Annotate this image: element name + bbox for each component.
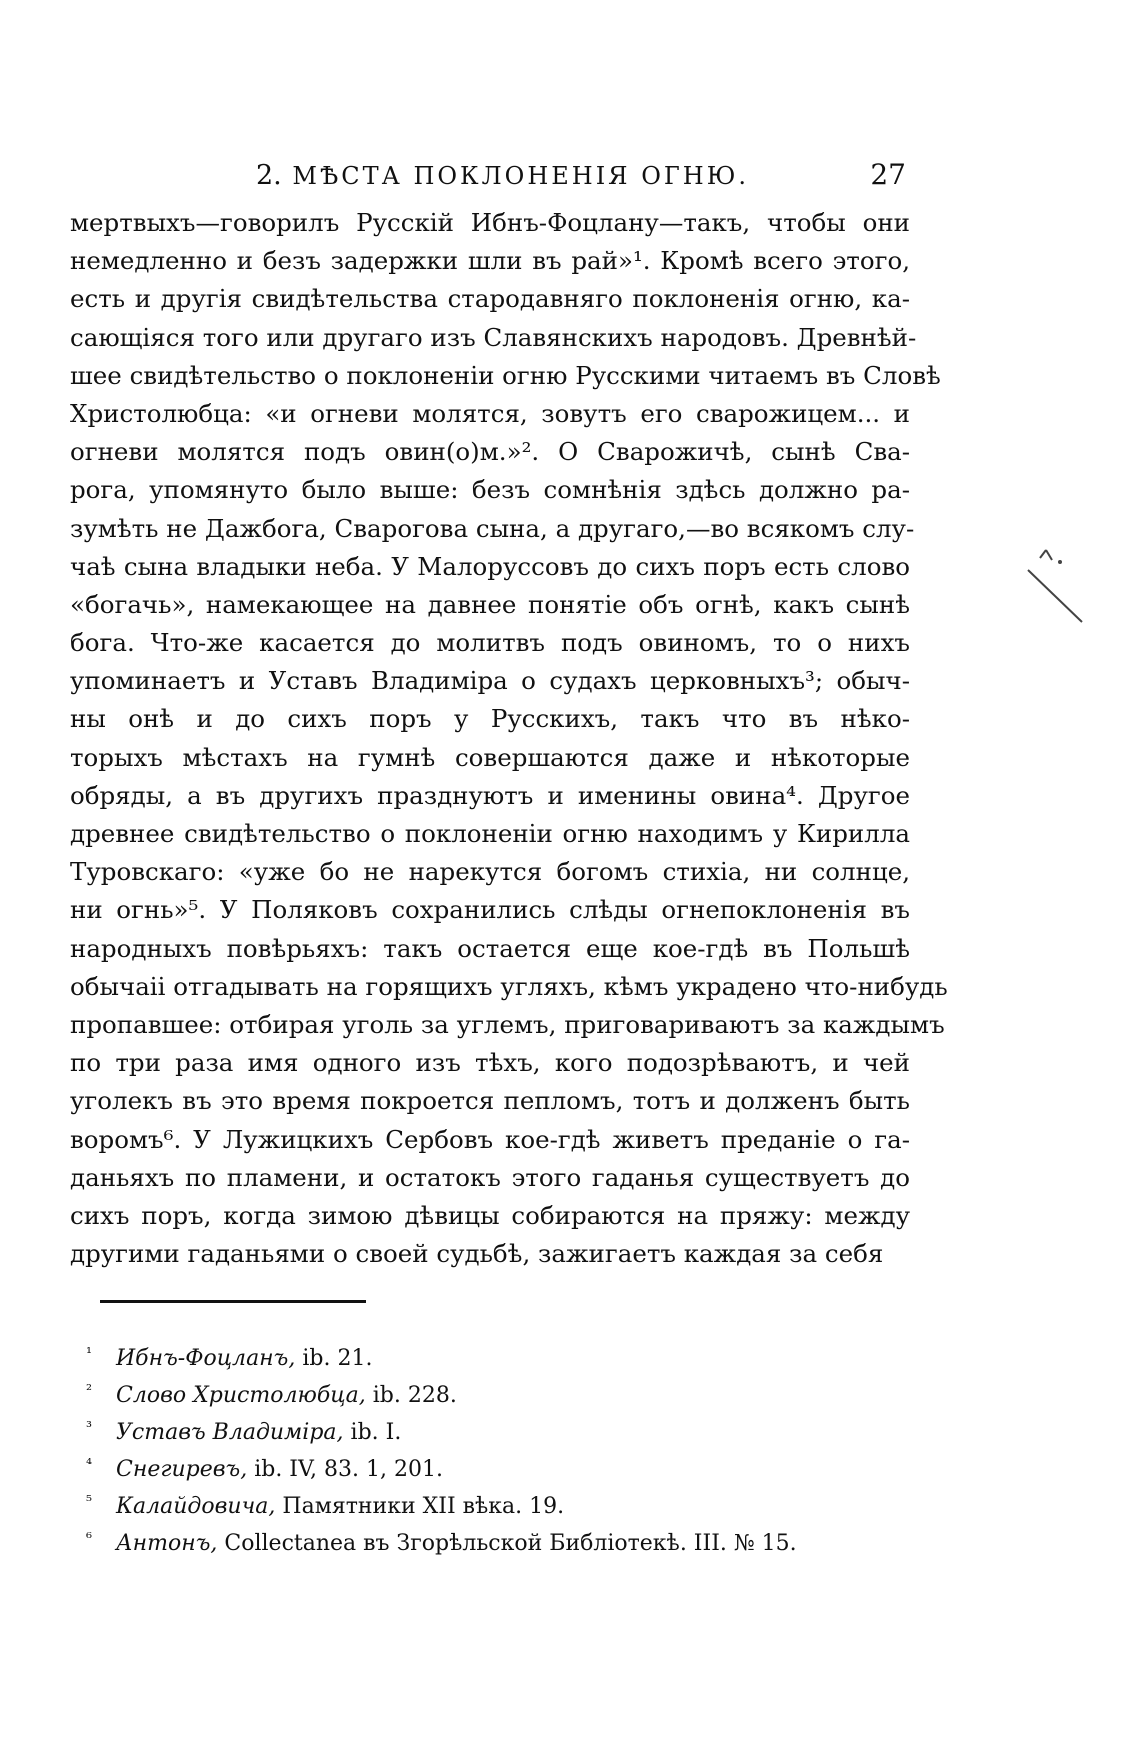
footnote-mark: ³: [86, 1418, 93, 1436]
text-line: воромъ⁶. У Лужицкихъ Сербовъ кое-гдѣ живетъ преданіе о га-: [70, 1124, 910, 1154]
text-line: шее свидѣтельство о поклоненіи огню Русскими читаемъ въ Словѣ: [70, 360, 941, 390]
text-line: пропавшее: отбирая уголь за углемъ, приговариваютъ за каждымъ: [70, 1009, 945, 1039]
footnote-mark: ¹: [86, 1344, 93, 1362]
footnote-author: Калайдовича,: [116, 1494, 276, 1519]
text-line: обряды, а въ другихъ празднуютъ и именины овина⁴. Другое: [70, 780, 910, 810]
text-line: по три раза имя одного изъ тѣхъ, кого подозрѣваютъ, и чей: [70, 1048, 910, 1078]
footnote-mark: ⁶: [86, 1529, 93, 1547]
footnote: [86, 1451, 886, 1488]
page-header: [256, 158, 906, 194]
text-line: древнее свидѣтельство о поклоненіи огню находимъ у Кирилла: [70, 819, 910, 848]
text-line: даньяхъ по пламени, и остатокъ этого гаданья существуетъ до: [70, 1162, 910, 1192]
text-line: Туровскаго: «уже бо не нарекутся богомъ стихіа, ни солнце,: [70, 857, 910, 887]
footnote-ref: Памятники XII вѣка. 19.: [282, 1494, 565, 1519]
footnote: [86, 1377, 886, 1414]
text-line: торыхъ мѣстахъ на гумнѣ совершаются даже и нѣкоторые: [70, 742, 910, 772]
footnote-author: Слово Христолюбца,: [116, 1383, 366, 1408]
text-line: уголекъ въ это время покроется пепломъ, тотъ и долженъ быть: [70, 1086, 910, 1116]
footnote-author: Уставъ Владиміра,: [116, 1420, 344, 1445]
text-line: ни огнь»⁵. У Поляковъ сохранились слѣды огнепоклоненія въ: [70, 895, 910, 925]
text-line: чаѣ сына владыки неба. У Малоруссовъ до сихъ поръ есть слово: [70, 551, 910, 581]
footnote-mark: ⁵: [86, 1492, 93, 1510]
footnote: [86, 1525, 886, 1562]
footnote-ref: ib. IV, 83. 1, 201.: [254, 1457, 443, 1482]
text-line: мертвыхъ—говорилъ Русскій Ибнъ-Фоцлану—такъ, чтобы они: [70, 208, 910, 237]
footnote-author: Снегиревъ,: [116, 1457, 248, 1482]
footnote-mark: ⁴: [86, 1455, 93, 1473]
text-line: ны онѣ и до сихъ поръ у Русскихъ, такъ что въ нѣко-: [70, 704, 910, 734]
text-line: бога. Что-же касается до молитвъ подъ овиномъ, то о нихъ: [70, 628, 910, 658]
footnote-author: Ибнъ-Фоцланъ,: [116, 1346, 296, 1371]
footnote-divider: [100, 1300, 366, 1303]
text-line: народныхъ повѣрьяхъ: такъ остается еще кое-гдѣ въ Польшѣ: [70, 933, 910, 963]
text-line: зумѣть не Дажбога, Сварогова сына, а другаго,—во всякомъ слу-: [70, 513, 915, 543]
text-line: есть и другія свидѣтельства стародавняго поклоненія огню, ка-: [70, 284, 910, 314]
chapter-title: [256, 160, 749, 191]
footnote-ref: ib. I.: [350, 1420, 402, 1445]
chapter-number: 2.: [256, 160, 282, 191]
margin-mark-decoration: [1010, 540, 1090, 630]
text-line: сающіяся того или другаго изъ Славянскихъ народовъ. Древнѣй-: [70, 322, 917, 352]
text-line: огневи молятся подъ овин(о)м.»². О Сварожичѣ, сынѣ Сва-: [70, 437, 910, 467]
footnote-ref: ib. 228.: [372, 1383, 457, 1408]
chapter-title-text: МѢСТА ПОКЛОНЕНІЯ ОГНЮ.: [292, 162, 749, 190]
footnote-author: Антонъ,: [116, 1531, 218, 1556]
footnote-ref: Collectanea въ Згорѣльской Библіотекѣ. III. № 15.: [224, 1531, 797, 1556]
footnote-ref: ib. 21.: [302, 1346, 373, 1371]
text-line: немедленно и безъ задержки шли въ рай»¹. Кромѣ всего этого,: [70, 246, 910, 276]
footnote: [86, 1488, 886, 1525]
text-line: обычаіі отгадывать на горящихъ угляхъ, кѣмъ украдено что-нибудь: [70, 971, 948, 1001]
footnote: [86, 1414, 886, 1451]
footnote: [86, 1340, 886, 1377]
text-line: рога, упомянуто было выше: безъ сомнѣнія здѣсь должно ра-: [70, 475, 910, 505]
text-line: «богачь», намекающее на давнее понятіе объ огнѣ, какъ сынѣ: [70, 589, 910, 619]
text-line: сихъ поръ, когда зимою дѣвицы собираются на пряжу: между: [70, 1200, 910, 1230]
text-line: упоминаетъ и Уставъ Владиміра о судахъ церковныхъ³; обыч-: [70, 666, 910, 696]
text-line: Христолюбца: «и огневи молятся, зовутъ его сварожицем... и: [70, 398, 910, 428]
page-number: 27: [870, 158, 906, 191]
text-line: другими гаданьями о своей судьбѣ, зажигаетъ каждая за себя: [70, 1239, 884, 1269]
footnote-mark: ²: [86, 1381, 93, 1399]
main-text: [70, 204, 948, 1273]
footnotes: [86, 1340, 886, 1562]
